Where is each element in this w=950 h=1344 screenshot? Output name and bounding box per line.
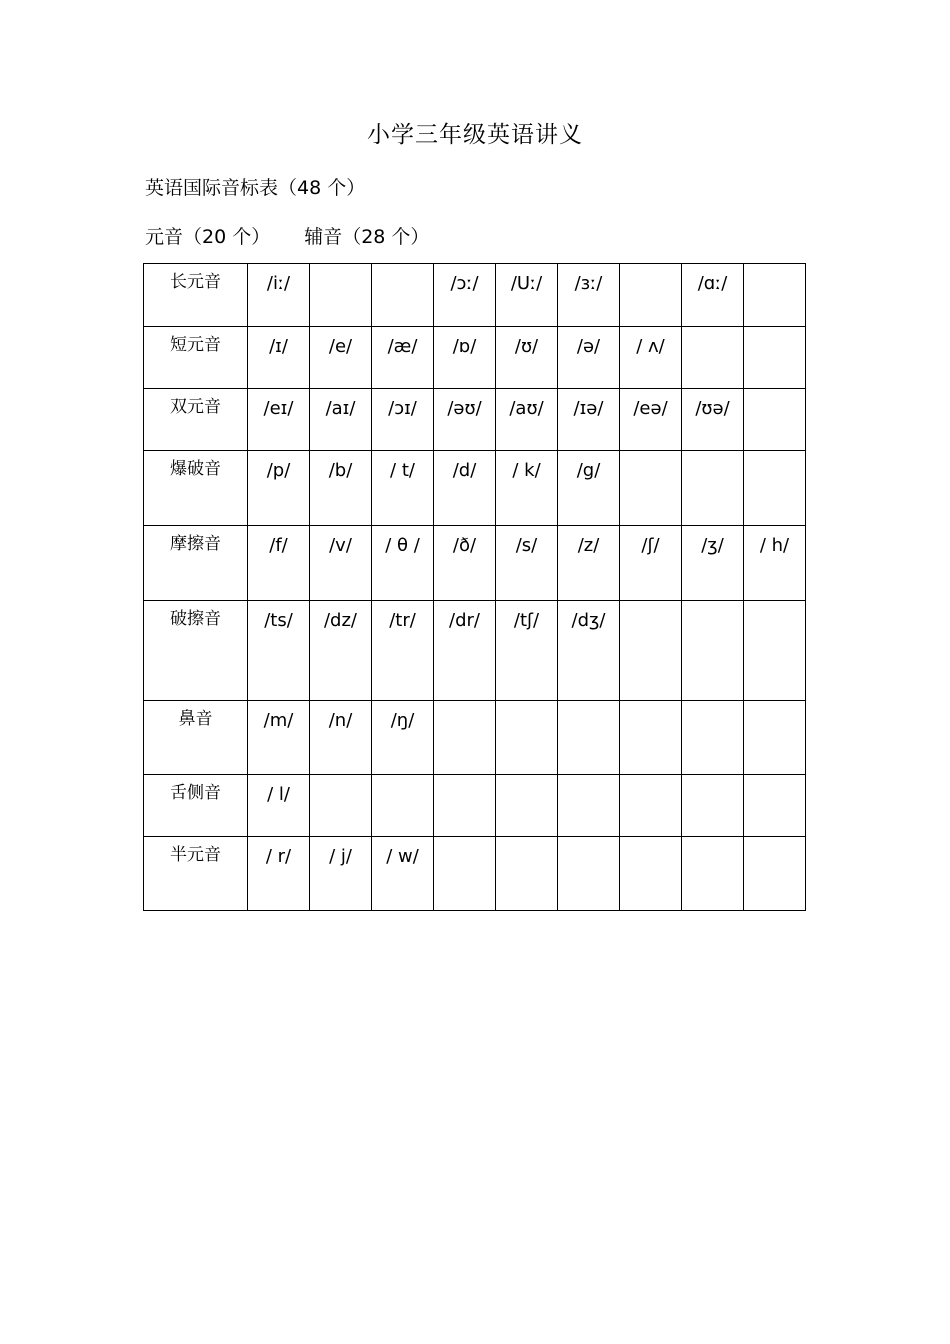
phonetic-cell: / j/ bbox=[310, 837, 372, 911]
phonetic-cell bbox=[558, 701, 620, 775]
row-label: 短元音 bbox=[144, 327, 248, 389]
phonetic-cell bbox=[744, 601, 806, 701]
phonetic-cell bbox=[744, 264, 806, 327]
phonetic-cell: / h/ bbox=[744, 526, 806, 601]
phonetic-cell: /tʃ/ bbox=[496, 601, 558, 701]
phonetic-cell: /ɔː/ bbox=[434, 264, 496, 327]
phonetic-cell: /Uː/ bbox=[496, 264, 558, 327]
phonetic-cell bbox=[682, 601, 744, 701]
row-label: 舌侧音 bbox=[144, 775, 248, 837]
phonetic-cell: /ts/ bbox=[248, 601, 310, 701]
phonetic-cell: /ɪ/ bbox=[248, 327, 310, 389]
phonetic-cell bbox=[744, 327, 806, 389]
table-row bbox=[144, 526, 806, 601]
row-label: 半元音 bbox=[144, 837, 248, 911]
table-row bbox=[144, 451, 806, 526]
phonetic-cell: /s/ bbox=[496, 526, 558, 601]
phonetic-cell: /ɜː/ bbox=[558, 264, 620, 327]
phonetic-cell: / θ / bbox=[372, 526, 434, 601]
phonetic-cell: /z/ bbox=[558, 526, 620, 601]
row-label: 鼻音 bbox=[144, 701, 248, 775]
phonetic-cell: /tr/ bbox=[372, 601, 434, 701]
table-row bbox=[144, 601, 806, 701]
phonetic-cell bbox=[372, 775, 434, 837]
phonetic-cell: / l/ bbox=[248, 775, 310, 837]
counts-line bbox=[145, 222, 429, 249]
phonetic-cell bbox=[434, 701, 496, 775]
phonetic-cell bbox=[744, 389, 806, 451]
phonetic-cell: /ɒ/ bbox=[434, 327, 496, 389]
phonetic-cell: /ɪə/ bbox=[558, 389, 620, 451]
table-row bbox=[144, 701, 806, 775]
phonetic-cell bbox=[310, 775, 372, 837]
phonetic-cell: /ʊə/ bbox=[682, 389, 744, 451]
phonetic-cell bbox=[496, 701, 558, 775]
row-label: 长元音 bbox=[144, 264, 248, 327]
table-row bbox=[144, 837, 806, 911]
phonetic-cell bbox=[744, 837, 806, 911]
phonetic-cell bbox=[744, 451, 806, 526]
section-heading: 英语国际音标表（48 个） bbox=[145, 177, 366, 199]
table-row bbox=[144, 264, 806, 327]
phonetic-cell: /v/ bbox=[310, 526, 372, 601]
phonetic-cell: / k/ bbox=[496, 451, 558, 526]
phonetic-cell bbox=[744, 775, 806, 837]
phonetic-cell: /ʃ/ bbox=[620, 526, 682, 601]
row-label: 双元音 bbox=[144, 389, 248, 451]
phonetic-cell: /e/ bbox=[310, 327, 372, 389]
phonetic-cell bbox=[558, 837, 620, 911]
phonetic-cell: /ŋ/ bbox=[372, 701, 434, 775]
phonetic-cell: /ɔɪ/ bbox=[372, 389, 434, 451]
phonetic-cell bbox=[620, 451, 682, 526]
table-row bbox=[144, 327, 806, 389]
phonetic-cell bbox=[682, 701, 744, 775]
consonant-count: 辅音（28 个） bbox=[304, 226, 430, 248]
phonetic-cell: /b/ bbox=[310, 451, 372, 526]
row-label: 破擦音 bbox=[144, 601, 248, 701]
phonetic-cell bbox=[744, 701, 806, 775]
phonetic-cell: /aʊ/ bbox=[496, 389, 558, 451]
phonetic-cell: / t/ bbox=[372, 451, 434, 526]
table-row bbox=[144, 389, 806, 451]
phonetic-cell: /dz/ bbox=[310, 601, 372, 701]
phonetic-cell bbox=[372, 264, 434, 327]
row-label: 摩擦音 bbox=[144, 526, 248, 601]
phonetic-cell: / ʌ/ bbox=[620, 327, 682, 389]
phonetic-cell bbox=[682, 775, 744, 837]
phonetic-cell: / r/ bbox=[248, 837, 310, 911]
phonetic-cell bbox=[558, 775, 620, 837]
phonetic-cell bbox=[620, 837, 682, 911]
phonetic-cell: /əʊ/ bbox=[434, 389, 496, 451]
phonetic-cell: /n/ bbox=[310, 701, 372, 775]
phonetic-cell bbox=[620, 701, 682, 775]
phonetic-cell bbox=[434, 837, 496, 911]
phonetic-cell: /ə/ bbox=[558, 327, 620, 389]
phonetic-cell bbox=[620, 264, 682, 327]
phonetic-cell bbox=[620, 775, 682, 837]
phonetic-cell bbox=[434, 775, 496, 837]
phonetic-cell: /ʊ/ bbox=[496, 327, 558, 389]
phonetic-cell: /ɑː/ bbox=[682, 264, 744, 327]
phonetic-cell: /iː/ bbox=[248, 264, 310, 327]
row-label: 爆破音 bbox=[144, 451, 248, 526]
phonetic-cell: /eɪ/ bbox=[248, 389, 310, 451]
phonetic-cell: /ʒ/ bbox=[682, 526, 744, 601]
phonetic-cell: /m/ bbox=[248, 701, 310, 775]
phonetic-cell: /eə/ bbox=[620, 389, 682, 451]
phonetic-cell: /g/ bbox=[558, 451, 620, 526]
phonetic-cell bbox=[682, 327, 744, 389]
page-title: 小学三年级英语讲义 bbox=[367, 122, 583, 148]
phonetic-cell: /dr/ bbox=[434, 601, 496, 701]
phonetic-cell bbox=[310, 264, 372, 327]
ipa-table bbox=[143, 263, 806, 911]
phonetic-cell bbox=[682, 451, 744, 526]
phonetic-cell: / w/ bbox=[372, 837, 434, 911]
phonetic-cell: /æ/ bbox=[372, 327, 434, 389]
table-row bbox=[144, 775, 806, 837]
phonetic-cell bbox=[682, 837, 744, 911]
phonetic-cell: /d/ bbox=[434, 451, 496, 526]
phonetic-cell bbox=[620, 601, 682, 701]
phonetic-cell: /aɪ/ bbox=[310, 389, 372, 451]
phonetic-cell: /ð/ bbox=[434, 526, 496, 601]
vowel-count: 元音（20 个） bbox=[145, 226, 271, 248]
phonetic-cell bbox=[496, 837, 558, 911]
phonetic-cell bbox=[496, 775, 558, 837]
phonetic-cell: /dʒ/ bbox=[558, 601, 620, 701]
phonetic-cell: /f/ bbox=[248, 526, 310, 601]
phonetic-cell: /p/ bbox=[248, 451, 310, 526]
